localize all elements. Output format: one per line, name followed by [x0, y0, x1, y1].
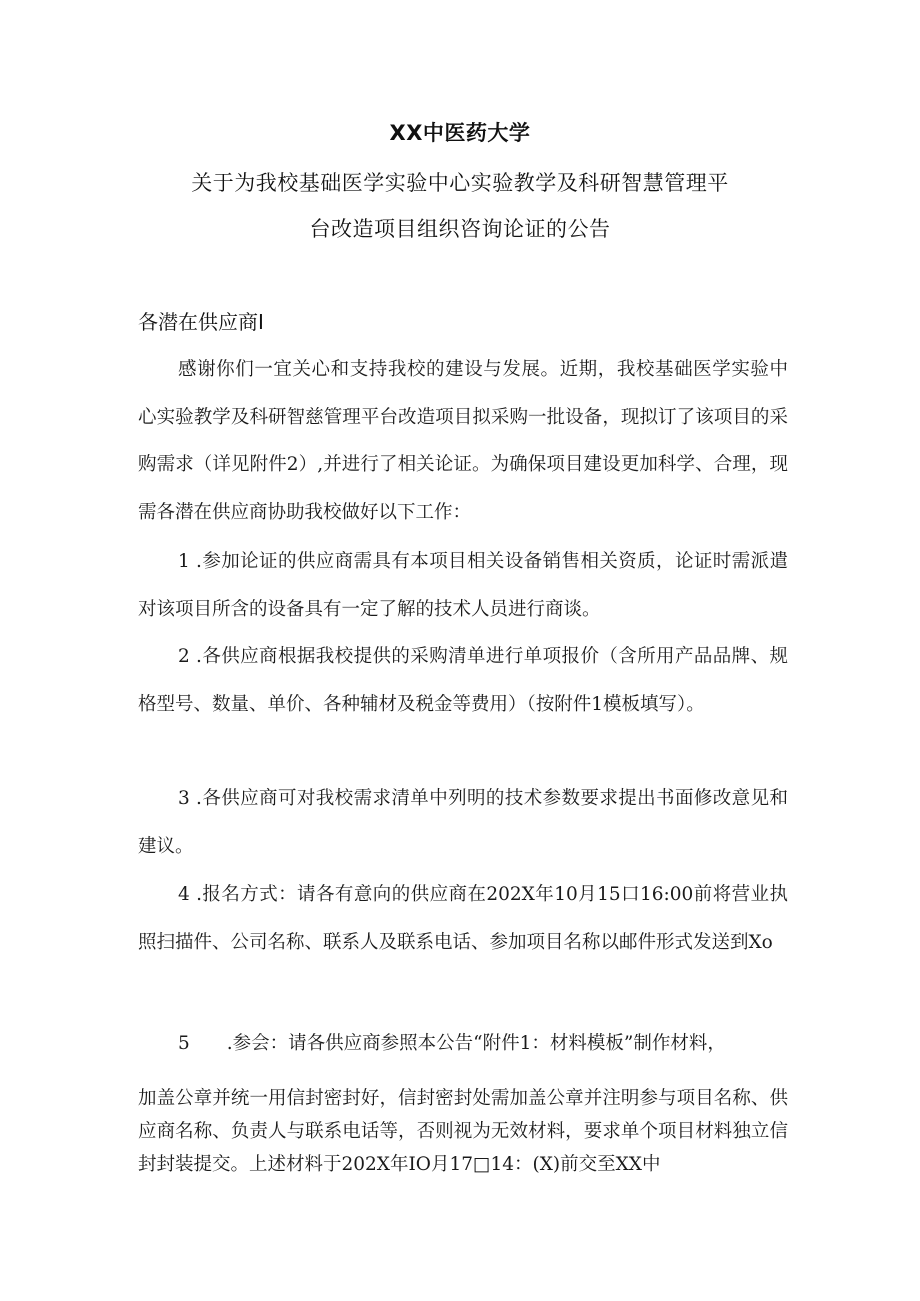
item-2-paragraph: 2 .各供应商根据我校提供的采购清单进行单项报价（含所用产品品牌、规格型号、数量、单价、各种辅材及税金等费用）（按附件1模板填写）。 [138, 646, 788, 715]
intro-paragraph: 感谢你们一宜关心和支持我校的建设与发展。近期，我校基础医学实验中心实验教学及科研智慈管理平台改造项目拟采购一批设备，现拟订了该项目的采购需求（详见附件2）,并进行了相关论证。为确保项目建设更加科学、合理，现需各潜在供应商协助我校做好以下工作： [138, 359, 788, 523]
item-3-paragraph: 3 .各供应商可对我校需求清单中列明的技术参数要求提出书面修改意见和建议。 [138, 788, 788, 857]
item-5-body-paragraph: 加盖公章并统一用信封密封好，信封密封处需加盖公章并注明参与项目名称、供应商名称、负责人与联系电话等，否则视为无效材料，要求单个项目材料独立信封封装提交。上述材料于202X年IO月17□14：(X)前交至XX中 [138, 1088, 788, 1175]
salutation: 各潜在供应商I [138, 310, 264, 334]
title-line-2: 关于为我校基础医学实验中心实验教学及科研智慧管理平 [191, 171, 729, 195]
item-5-heading-line: 5 .参会：请各供应商参照本公告“附件1：材料模板”制作材料， [178, 1033, 726, 1054]
title-line-3: 台改造项目组织咨询论证的公告 [309, 217, 611, 241]
item-1-paragraph: 1 .参加论证的供应商需具有本项目相关设备销售相关资质，论证时需派遣对该项目所含的设备具有一定了解的技术人员进行商谈。 [138, 551, 788, 620]
title-line-1: XX中医药大学 [389, 121, 531, 145]
item-4-paragraph: 4 .报名方式：请各有意向的供应商在202X年10月15口16:00前将营业执照扫描件、公司名称、联系人及联系电话、参加项目名称以邮件形式发送到Xo [138, 884, 788, 953]
